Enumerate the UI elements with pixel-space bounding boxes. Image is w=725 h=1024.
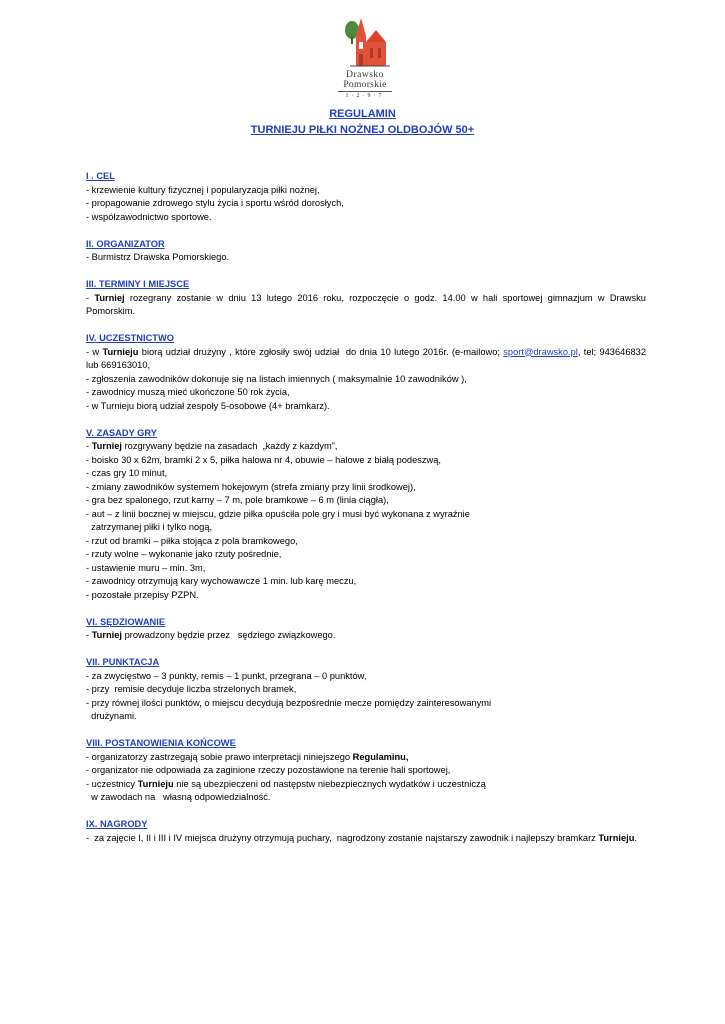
list-item: - zmiany zawodników systemem hokejowym (strefa zmiany przy linii środkowej),	[86, 481, 416, 492]
list-item: - zawodnicy otrzymują kary wychowawcze 1 min. lub karę meczu,	[86, 576, 357, 586]
logo-name-line2: Pomorskie	[343, 80, 387, 90]
text-prefix: - w	[86, 346, 103, 357]
email-link[interactable]: sport@drawsko.pl	[503, 346, 578, 357]
regulation-body	[86, 170, 649, 859]
text-prefix: -	[86, 630, 92, 640]
section-nagrody	[86, 818, 646, 845]
list-item: w zawodach na własną odpowiedzialność.	[86, 792, 271, 802]
text: prowadzony będzie przez sędziego związkowego.	[122, 630, 336, 640]
list-item: - zawodnicy muszą mieć ukończone 50 rok życia,	[86, 387, 290, 397]
text-prefix: -	[86, 441, 92, 451]
list-item: - w Turnieju biorą udział zespoły 5-osobowe (4+ bramkarz).	[86, 400, 330, 411]
section-heading: VI. SĘDZIOWANIE	[86, 616, 166, 627]
bold-term: Turniej	[94, 292, 125, 303]
list-item: - boisko 30 x 62m, bramki 2 x 5, piłka halowa nr 4, obuwie – halowe z białą podeszwą,	[86, 454, 442, 465]
list-item	[86, 292, 649, 319]
list-item: - pozostałe przepisy PZPN.	[86, 589, 199, 600]
list-item: - krzewienie kultury fizycznej i popularyzacja piłki nożnej,	[86, 184, 320, 195]
church-logo-icon	[330, 16, 400, 70]
list-item: - rzut od bramki – piłka stojąca z pola bramkowego,	[86, 535, 298, 546]
list-item: drużynami.	[86, 711, 137, 721]
text-prefix: -	[86, 292, 95, 303]
section-organizator	[86, 238, 646, 265]
section-uczestnictwo	[86, 332, 649, 413]
list-item: - zgłoszenia zawodników dokonuje się na listach imiennych ( maksymalnie 10 zawodników ),	[86, 373, 467, 384]
list-item	[86, 440, 646, 454]
list-item	[86, 832, 646, 846]
text: nie są ubezpieczeni od następstw niebezpiecznych wydatków i uczestniczą	[173, 778, 486, 789]
section-postanowienia	[86, 737, 646, 805]
section-heading: II. ORGANIZATOR	[86, 238, 165, 249]
text: rozgrywany będzie na zasadach „każdy z każdym”,	[122, 441, 338, 451]
text-prefix: -	[86, 832, 92, 843]
text: biorą udział drużyny , które zgłosiły swój udział do dnia 10 lutego 2016r. (e-mailowo;	[138, 346, 504, 357]
list-item: - propagowanie zdrowego stylu życia i sportu wśród dorosłych,	[86, 198, 344, 208]
bold-term: Turniej	[91, 441, 122, 451]
bold-term: Turnieju	[598, 832, 635, 843]
list-item	[86, 629, 646, 643]
section-heading: V. ZASADY GRY	[86, 427, 157, 438]
section-cel	[86, 170, 646, 224]
text: , tel; 943646832 lub 669163010,	[86, 346, 649, 370]
logo-name-line1: Drawsko	[346, 70, 384, 80]
list-item: - za zwycięstwo – 3 punkty, remis – 1 punkt, przegrana – 0 punktów,	[86, 670, 367, 681]
list-item: - organizator nie odpowiada za zaginione rzeczy pozostawione na terenie hali sportowej,	[86, 765, 451, 775]
list-item: zatrzymanej piłki i tylko nogą,	[86, 522, 213, 532]
list-item: - czas gry 10 minut,	[86, 468, 168, 478]
section-heading: IV. UCZESTNICTWO	[86, 333, 174, 343]
list-item: - rzuty wolne – wykonanie jako rzuty pośrednie,	[86, 549, 282, 559]
list-item: - przy równej ilości punktów, o miejscu decydują bezpośrednie mecze pomiędzy zainteresowanymi	[86, 697, 492, 708]
text: - organizatorzy zastrzegają sobie prawo interpretacji niniejszego	[86, 751, 353, 762]
bold-term: Turnieju	[137, 778, 174, 789]
list-item	[86, 751, 646, 765]
bold-term: Turnieju	[102, 346, 139, 357]
section-sedziowanie	[86, 616, 646, 643]
section-heading: III. TERMINY I MIEJSCE	[86, 279, 190, 289]
section-heading: IX. NAGRODY	[86, 819, 148, 829]
section-heading: VIII. POSTANOWIENIA KOŃCOWE	[86, 738, 236, 748]
logo-divider	[338, 91, 392, 92]
text-suffix: .	[634, 832, 637, 843]
document-title: REGULAMIN	[329, 108, 396, 120]
bold-term: Turniej	[91, 630, 122, 640]
list-item: - gra bez spalonego, rzut karny – 7 m, pole bramkowe – 6 m (linia ciągła),	[86, 495, 389, 505]
list-item: - Burmistrz Drawska Pomorskiego.	[86, 252, 230, 262]
section-zasady	[86, 427, 646, 603]
document-subtitle: TURNIEJU PIŁKI NOŻNEJ OLDBOJÓW 50+	[250, 124, 475, 136]
drawsko-logo	[330, 16, 400, 106]
list-item	[86, 346, 649, 373]
text: rozegrany zostanie w dniu 13 lutego 2016 roku, rozpoczęcie o godz. 14.00 w hali sportowej gimnazjum w Drawsku Pomorskim.	[86, 292, 649, 316]
list-item	[86, 778, 646, 792]
section-heading: VII. PUNKTACJA	[86, 657, 160, 667]
list-item: - współzawodnictwo sportowe.	[86, 211, 212, 222]
section-terminy	[86, 278, 649, 319]
list-item: - przy remisie decyduje liczba strzelonych bramek,	[86, 684, 297, 694]
section-punktacja	[86, 656, 646, 724]
logo-year: 1·2·9·7	[345, 93, 385, 99]
text: za zajęcie I, II i III i IV miejsca drużyny otrzymują puchary, nagrodzony zostanie najstarszy zawodnik i najlepszy bramkarz	[91, 832, 599, 843]
list-item: - ustawienie muru – min. 3m,	[86, 562, 206, 573]
list-item: - aut – z linii bocznej w miejscu, gdzie piłka opuściła pole gry i musi być wykonana z wyraźnie	[86, 508, 470, 519]
text-prefix: - uczestnicy	[86, 778, 138, 789]
section-heading: I . CEL	[86, 171, 115, 181]
bold-term: Regulaminu,	[352, 751, 409, 762]
